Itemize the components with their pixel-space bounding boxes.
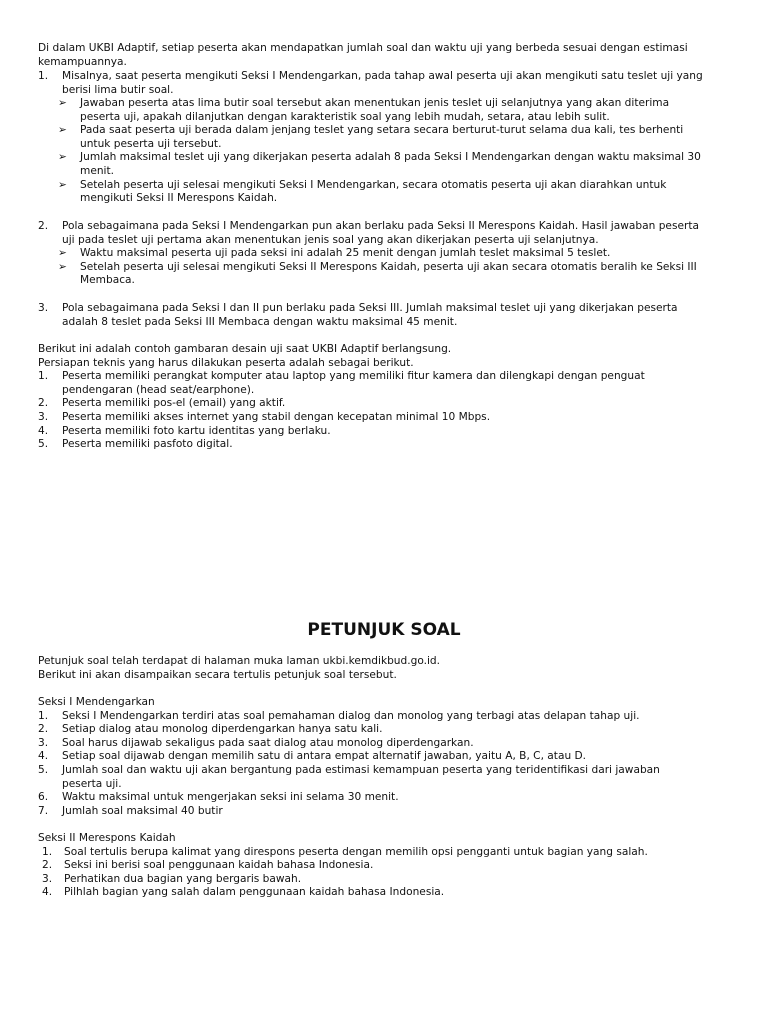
list-text: Setiap soal dijawab dengan memilih satu di antara empat alternatif jawaban, yaitu A, B, C, atau D.	[62, 750, 587, 763]
bullet-text: peserta uji, apakah dilanjutkan dengan karakteristik soal yang lebih mudah, setara, atau lebih sulit.	[80, 110, 610, 123]
list-number: 2.	[38, 723, 49, 736]
bullet-text: Pada saat peserta uji berada dalam jenjang teslet yang setara secara berturut-turut selama dua kali, tes berhenti	[80, 124, 684, 137]
list-text: Pilhlah bagian yang salah dalam penggunaan kaidah bahasa Indonesia.	[64, 886, 445, 899]
list-item	[38, 791, 738, 805]
list-text: Seksi I Mendengarkan terdiri atas soal pemahaman dialog dan monolog yang terbagi atas delapan tahap uji.	[62, 709, 640, 722]
list-text: Peserta memiliki akses internet yang stabil dengan kecepatan minimal 10 Mbps.	[62, 410, 491, 423]
list-item	[38, 886, 738, 900]
arrow-bullet-icon: ➢	[58, 97, 67, 109]
list-number: 1.	[38, 370, 49, 383]
preparation-section	[38, 343, 738, 452]
bullet-text: Setelah peserta uji selesai mengikuti Seksi I Mendengarkan, secara otomatis peserta uji akan diarahkan untuk	[80, 178, 667, 191]
seksi-1-heading: Seksi I Mendengarkan	[38, 696, 155, 708]
arrow-bullet-icon: ➢	[58, 124, 67, 137]
instructions-intro	[38, 655, 738, 682]
bullet-item	[58, 247, 748, 261]
list-number: 1.	[38, 709, 49, 722]
list-text: Peserta memiliki foto kartu identitas yang berlaku.	[62, 424, 331, 437]
section-title: PETUNJUK SOAL	[307, 620, 461, 640]
list-number: 3.	[38, 302, 49, 314]
list-text: Waktu maksimal untuk mengerjakan seksi ini selama 30 menit.	[62, 791, 399, 804]
main-list-item-2	[38, 220, 738, 247]
main-list-item-1	[38, 70, 738, 97]
list-text: Pola sebagaimana pada Seksi I Mendengarkan pun akan berlaku pada Seksi II Merespons Kaidah. Hasil jawaban peserta	[62, 220, 699, 232]
bullet-text: Jawaban peserta atas lima butir soal tersebut akan menentukan jenis teslet uji selanjutnya yang akan diterima	[80, 97, 670, 109]
list-text: Seksi ini berisi soal penggunaan kaidah bahasa Indonesia.	[64, 859, 374, 872]
list-number: 6.	[38, 791, 49, 804]
list-item	[38, 873, 738, 887]
arrow-bullet-icon: ➢	[58, 178, 67, 191]
list-text: Misalnya, saat peserta mengikuti Seksi I Mendengarkan, pada tahap awal peserta uji akan mengikuti satu teslet uji yang	[62, 70, 703, 82]
preparation-heading: Persiapan teknis yang harus dilakukan peserta adalah sebagai berikut.	[38, 356, 414, 369]
list-number: 1.	[38, 70, 49, 82]
list-text: Soal harus dijawab sekaligus pada saat dialog atau monolog diperdengarkan.	[62, 736, 474, 749]
intro-line: Di dalam UKBI Adaptif, setiap peserta akan mendapatkan jumlah soal dan waktu uji yang berbeda sesuai dengan estimasi	[38, 42, 688, 54]
list-text: berisi lima butir soal.	[62, 83, 174, 96]
bullet-item	[58, 261, 748, 275]
list-number: 3.	[38, 410, 49, 423]
list-item	[38, 438, 738, 452]
list-number: 3.	[38, 736, 49, 749]
list-item	[38, 425, 738, 439]
bullet-item	[58, 97, 748, 111]
bullet-list-2	[58, 247, 748, 288]
list-number: 2.	[38, 220, 49, 232]
list-number: 7.	[38, 804, 49, 817]
list-item	[38, 764, 738, 778]
arrow-bullet-icon: ➢	[58, 247, 67, 259]
list-item	[38, 723, 738, 737]
bullet-text: mengikuti Seksi II Merespons Kaidah.	[80, 192, 278, 205]
list-number: 4.	[38, 750, 49, 763]
list-item	[38, 710, 738, 724]
intro-paragraph	[38, 42, 688, 69]
list-item	[38, 397, 738, 411]
instructions-line: Berikut ini akan disampaikan secara tertulis petunjuk soal tersebut.	[38, 668, 397, 681]
arrow-bullet-icon: ➢	[58, 151, 67, 164]
list-number: 1.	[42, 845, 53, 858]
list-item	[38, 737, 738, 751]
arrow-bullet-icon: ➢	[58, 260, 67, 273]
intro-line: kemampuannya.	[38, 55, 127, 68]
list-item	[38, 846, 738, 860]
bullet-text: Setelah peserta uji selesai mengikuti Seksi II Merespons Kaidah, peserta uji akan secara otomatis beralih ke Seksi III	[80, 260, 697, 273]
list-item	[38, 805, 738, 819]
list-text: Soal tertulis berupa kalimat yang direspons peserta dengan memilih opsi pengganti untuk bagian yang salah.	[64, 845, 648, 858]
list-item	[38, 370, 738, 384]
list-text: Peserta memiliki pasfoto digital.	[62, 438, 233, 451]
list-text: pendengaran (head seat/earphone).	[62, 383, 255, 396]
list-item	[38, 411, 738, 425]
bullet-item	[58, 151, 748, 165]
list-text: Jumlah soal maksimal 40 butir	[62, 804, 223, 817]
list-text: Jumlah soal dan waktu uji akan bergantung pada estimasi kemampuan peserta yang teridentifikasi dari jawaban	[62, 763, 660, 776]
seksi-1-section	[38, 696, 738, 818]
instructions-line: Petunjuk soal telah terdapat di halaman muka laman ukbi.kemdikbud.go.id.	[38, 655, 441, 667]
list-text: Perhatikan dua bagian yang bergaris bawah.	[64, 872, 302, 885]
list-text: Pola sebagaimana pada Seksi I dan II pun berlaku pada Seksi III. Jumlah maksimal teslet uji yang dikerjakan peserta	[62, 302, 678, 314]
bullet-list-1	[58, 97, 748, 206]
main-list-item-3	[38, 302, 738, 329]
list-text: peserta uji.	[62, 777, 122, 790]
bullet-text: menit.	[80, 164, 115, 177]
list-text: adalah 8 teslet pada Seksi III Membaca dengan waktu maksimal 45 menit.	[62, 315, 458, 328]
seksi-2-section	[38, 832, 738, 900]
list-item	[38, 750, 738, 764]
bullet-text: Membaca.	[80, 274, 135, 287]
bullet-text: untuk peserta uji tersebut.	[80, 137, 222, 150]
bullet-item	[58, 179, 748, 193]
list-number: 5.	[38, 438, 49, 451]
list-number: 2.	[42, 859, 53, 872]
design-note: Berikut ini adalah contoh gambaran desain uji saat UKBI Adaptif berlangsung.	[38, 343, 452, 355]
list-item	[38, 859, 738, 873]
list-number: 4.	[38, 424, 49, 437]
list-text: Peserta memiliki pos-el (email) yang aktif.	[62, 397, 286, 410]
list-number: 4.	[42, 886, 53, 899]
list-text: uji pada teslet uji pertama akan menentukan jenis soal yang akan dikerjakan peserta uji selanjutnya.	[62, 233, 599, 246]
list-number: 3.	[42, 872, 53, 885]
list-text: Peserta memiliki perangkat komputer atau laptop yang memiliki fitur kamera dan dilengkapi dengan penguat	[62, 370, 645, 383]
bullet-item	[58, 124, 748, 138]
bullet-text: Waktu maksimal peserta uji pada seksi ini adalah 25 menit dengan jumlah teslet maksimal 5 teslet.	[80, 247, 611, 259]
list-text: Setiap dialog atau monolog diperdengarkan hanya satu kali.	[62, 723, 383, 736]
seksi-2-heading: Seksi II Merespons Kaidah	[38, 832, 176, 844]
list-number: 5.	[38, 763, 49, 776]
bullet-text: Jumlah maksimal teslet uji yang dikerjakan peserta adalah 8 pada Seksi I Mendengarkan dengan waktu maksimal 30	[80, 151, 701, 164]
list-number: 2.	[38, 397, 49, 410]
